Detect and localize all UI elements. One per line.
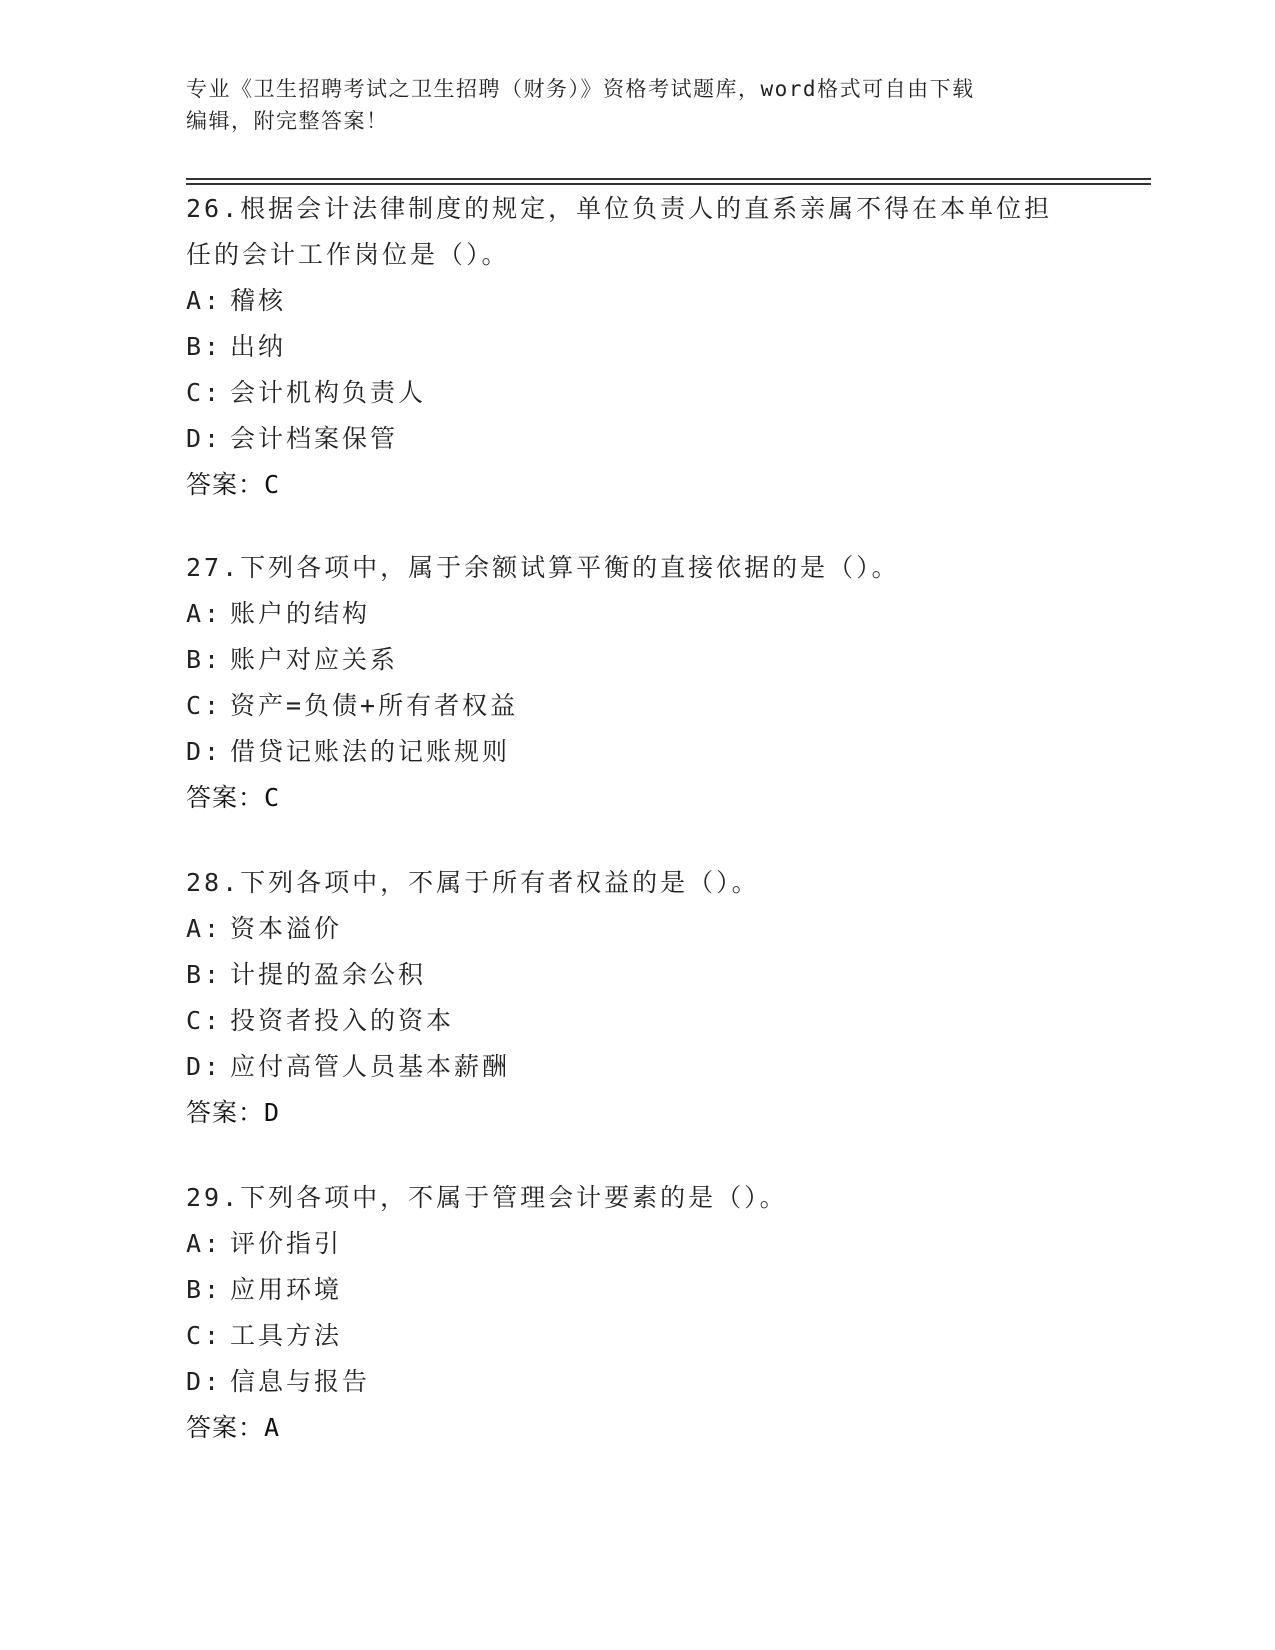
option-letter: C: — [186, 691, 223, 720]
header-divider-top — [186, 178, 1151, 180]
option-letter: C: — [186, 1006, 223, 1035]
question-stem-line: 28.下列各项中，不属于所有者权益的是（）。 — [186, 868, 760, 897]
option-b — [186, 637, 1086, 683]
option-letter: D: — [186, 1367, 223, 1396]
option-letter: B: — [186, 1275, 223, 1304]
question-stem-line: 任的会计工作岗位是（）。 — [186, 240, 510, 269]
option-letter: B: — [186, 645, 223, 674]
answer-label: 答案： — [186, 1098, 265, 1127]
option-a — [186, 1221, 1086, 1267]
answer-label: 答案： — [186, 1413, 265, 1442]
answer-line — [186, 1405, 1086, 1451]
option-letter: B: — [186, 332, 223, 361]
option-text: 会计档案保管 — [230, 424, 399, 453]
option-text: 账户对应关系 — [230, 645, 399, 674]
option-d — [186, 1044, 1086, 1090]
option-letter: D: — [186, 1052, 223, 1081]
option-d — [186, 729, 1086, 775]
option-letter: C: — [186, 378, 223, 407]
header-divider-bottom — [186, 183, 1151, 185]
option-letter: D: — [186, 737, 223, 766]
document-header — [186, 73, 1066, 137]
answer-value: C — [264, 470, 281, 499]
answer-value: D — [264, 1098, 281, 1127]
option-a — [186, 591, 1086, 637]
question-29 — [186, 1175, 1086, 1451]
question-stem — [186, 860, 1086, 906]
option-a — [186, 278, 1086, 324]
question-stem-line: 26.根据会计法律制度的规定，单位负责人的直系亲属不得在本单位担 — [186, 194, 1053, 223]
option-d — [186, 416, 1086, 462]
option-text: 账户的结构 — [230, 599, 371, 628]
question-stem — [186, 1175, 1086, 1221]
question-stem-line: 27.下列各项中，属于余额试算平衡的直接依据的是（）。 — [186, 553, 900, 582]
option-b — [186, 1267, 1086, 1313]
option-text: 稽核 — [230, 286, 287, 315]
option-letter: C: — [186, 1321, 223, 1350]
question-27 — [186, 545, 1086, 821]
option-text: 评价指引 — [230, 1229, 343, 1258]
question-26 — [186, 186, 1086, 508]
option-c — [186, 683, 1086, 729]
option-b — [186, 952, 1086, 998]
option-letter: A: — [186, 1229, 223, 1258]
question-28 — [186, 860, 1086, 1136]
option-d — [186, 1359, 1086, 1405]
answer-label: 答案： — [186, 783, 265, 812]
option-letter: D: — [186, 424, 223, 453]
header-line-2: 编辑，附完整答案！ — [186, 109, 389, 133]
option-text: 应用环境 — [230, 1275, 343, 1304]
question-stem — [186, 186, 1086, 278]
answer-line — [186, 775, 1086, 821]
option-letter: A: — [186, 914, 223, 943]
answer-label: 答案： — [186, 470, 265, 499]
answer-value: C — [264, 783, 281, 812]
option-c — [186, 1313, 1086, 1359]
option-a — [186, 906, 1086, 952]
option-text: 会计机构负责人 — [230, 378, 427, 407]
option-text: 计提的盈余公积 — [230, 960, 427, 989]
option-c — [186, 998, 1086, 1044]
option-text: 借贷记账法的记账规则 — [230, 737, 511, 766]
answer-value: A — [264, 1413, 281, 1442]
option-letter: B: — [186, 960, 223, 989]
option-text: 投资者投入的资本 — [230, 1006, 455, 1035]
option-text: 信息与报告 — [230, 1367, 371, 1396]
option-b — [186, 324, 1086, 370]
option-text: 工具方法 — [230, 1321, 343, 1350]
question-stem — [186, 545, 1086, 591]
option-text: 应付高管人员基本薪酬 — [230, 1052, 511, 1081]
answer-line — [186, 462, 1086, 508]
option-text: 出纳 — [230, 332, 287, 361]
option-c — [186, 370, 1086, 416]
header-line-1: 专业《卫生招聘考试之卫生招聘（财务）》资格考试题库，word格式可自由下载 — [186, 77, 975, 101]
option-text: 资产=负债+所有者权益 — [230, 691, 519, 720]
answer-line — [186, 1090, 1086, 1136]
option-letter: A: — [186, 286, 223, 315]
option-letter: A: — [186, 599, 223, 628]
question-stem-line: 29.下列各项中，不属于管理会计要素的是（）。 — [186, 1183, 788, 1212]
option-text: 资本溢价 — [230, 914, 343, 943]
